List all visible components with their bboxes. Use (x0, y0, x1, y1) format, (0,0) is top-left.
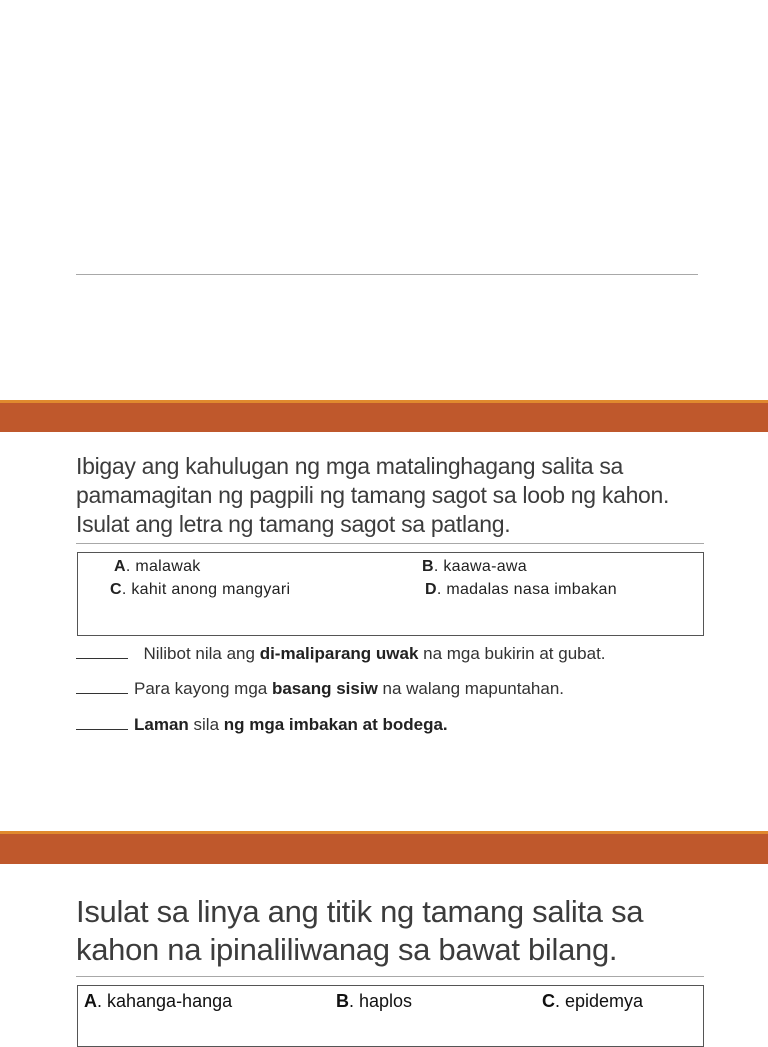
slide-2-title: Ibigay ang kahulugan ng mga matalinghagang salita sa pamamagitan ng pagpili ng tamang sagot sa loob ng kahon. Isulat ang letra ng tamang sagot sa patlang. (76, 453, 670, 537)
answer-blank[interactable] (76, 715, 128, 730)
slide-1 (0, 0, 768, 400)
question-text: na mga bukirin at gubat. (418, 644, 606, 663)
option-c (542, 991, 643, 1012)
option-text: . epidemya (555, 991, 644, 1011)
question-bold: di-maliparang uwak (259, 644, 419, 663)
option-letter: D (425, 581, 437, 598)
option-text: . kaawa-awa (433, 558, 527, 575)
option-text: . kahanga-hanga (97, 991, 233, 1011)
slide-2-title-rule (76, 543, 704, 544)
option-b (422, 558, 527, 576)
option-letter: A (114, 558, 126, 575)
question-text: sila (188, 715, 224, 734)
question-text: na walang mapuntahan. (377, 679, 564, 698)
option-letter: C (110, 581, 122, 598)
option-a (84, 991, 232, 1012)
slide-2-options-box (77, 552, 704, 636)
option-text: . kahit anong mangyari (121, 581, 291, 598)
answer-blank[interactable] (76, 644, 128, 659)
question-2 (76, 679, 564, 699)
question-bold: basang sisiw (271, 679, 378, 698)
option-letter: B (422, 558, 434, 575)
question-bold: Laman (134, 715, 189, 734)
answer-blank[interactable] (76, 679, 128, 694)
question-1 (76, 644, 606, 664)
option-letter: C (542, 991, 555, 1011)
option-d (425, 581, 617, 599)
option-text: . haplos (349, 991, 413, 1011)
question-text: Para kayong mga (134, 679, 272, 698)
slide-3-title-rule (76, 976, 704, 977)
option-text: . malawak (125, 558, 201, 575)
question-text: Nilibot nila ang (143, 644, 260, 663)
slide-2-header-band (0, 403, 768, 432)
slide-3-title: Isulat sa linya ang titik ng tamang salita sa kahon na ipinaliliwanag sa bawat bilang. (76, 894, 644, 967)
option-a (114, 558, 201, 576)
option-letter: A (84, 991, 97, 1011)
option-text: . madalas nasa imbakan (436, 581, 617, 598)
slide-3-options-box (77, 985, 704, 1047)
option-c (110, 581, 290, 599)
question-3 (76, 715, 448, 735)
slide-3-header-band (0, 834, 768, 864)
divider-line (76, 274, 698, 275)
question-bold: ng mga imbakan at bodega. (223, 715, 448, 734)
option-letter: B (336, 991, 349, 1011)
option-b (336, 991, 412, 1012)
